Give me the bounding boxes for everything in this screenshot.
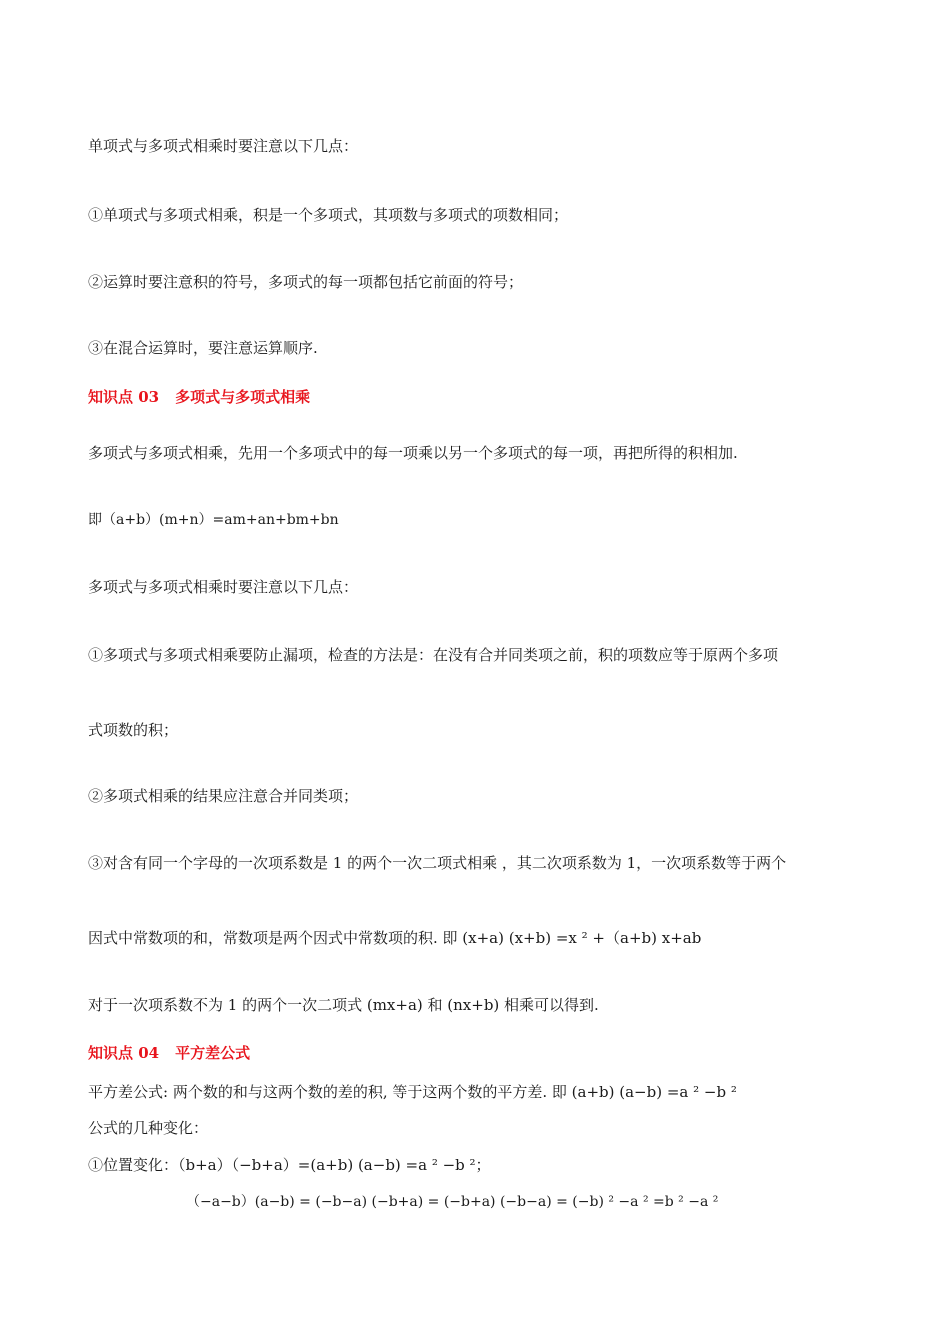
text-line: ②运算时要注意积的符号，多项式的每一项都包括它前面的符号； bbox=[88, 273, 524, 291]
text-line: 因式中常数项的和，常数项是两个因式中常数项的积. 即 (x+a) (x+b) =x ² +（a+b) x+ab bbox=[88, 929, 702, 947]
text-line: ②多项式相乘的结果应注意合并同类项； bbox=[88, 787, 359, 805]
section-number: 知识点 03 bbox=[88, 388, 160, 406]
text-line: ①单项式与多项式相乘，积是一个多项式，其项数与多项式的项数相同； bbox=[88, 206, 569, 224]
section-title: 平方差公式 bbox=[175, 1044, 251, 1062]
text-line: 多项式与多项式相乘时要注意以下几点： bbox=[88, 578, 359, 596]
text-line: ①多项式与多项式相乘要防止漏项，检查的方法是：在没有合并同类项之前，积的项数应等于原两个多项 bbox=[88, 646, 779, 664]
text-line: ③在混合运算时，要注意运算顺序. bbox=[88, 339, 318, 357]
text-line: ①位置变化：（b+a）（−b+a）=(a+b) (a−b) =a ² −b ²； bbox=[88, 1156, 491, 1174]
text-line: 平方差公式: 两个数的和与这两个数的差的积, 等于这两个数的平方差. 即 (a+b) (a−b) =a ² −b ² bbox=[88, 1083, 737, 1101]
section-heading bbox=[88, 1043, 250, 1063]
text-line: 式项数的积； bbox=[88, 721, 179, 739]
text-line: 对于一次项系数不为 1 的两个一次二项式 (mx+a) 和 (nx+b) 相乘可以得到. bbox=[88, 996, 599, 1014]
formula-line: 即（a+b）(m+n）=am+an+bm+bn bbox=[88, 512, 339, 528]
section-number: 知识点 04 bbox=[88, 1044, 160, 1062]
text-line: 单项式与多项式相乘时要注意以下几点： bbox=[88, 137, 359, 155]
section-heading bbox=[88, 387, 310, 407]
section-title: 多项式与多项式相乘 bbox=[175, 388, 311, 406]
text-line: 多项式与多项式相乘，先用一个多项式中的每一项乘以另一个多项式的每一项，再把所得的积相加. bbox=[88, 444, 738, 462]
text-line: ③对含有同一个字母的一次项系数是 1 的两个一次二项式相乘 ，其二次项系数为 1，一次项系数等于两个 bbox=[88, 854, 787, 872]
formula-line: （−a−b）(a−b) = (−b−a) (−b+a) = (−b+a) (−b−a) = (−b) ² −a ² =b ² −a ² bbox=[186, 1194, 719, 1210]
text-line: 公式的几种变化： bbox=[88, 1119, 209, 1137]
